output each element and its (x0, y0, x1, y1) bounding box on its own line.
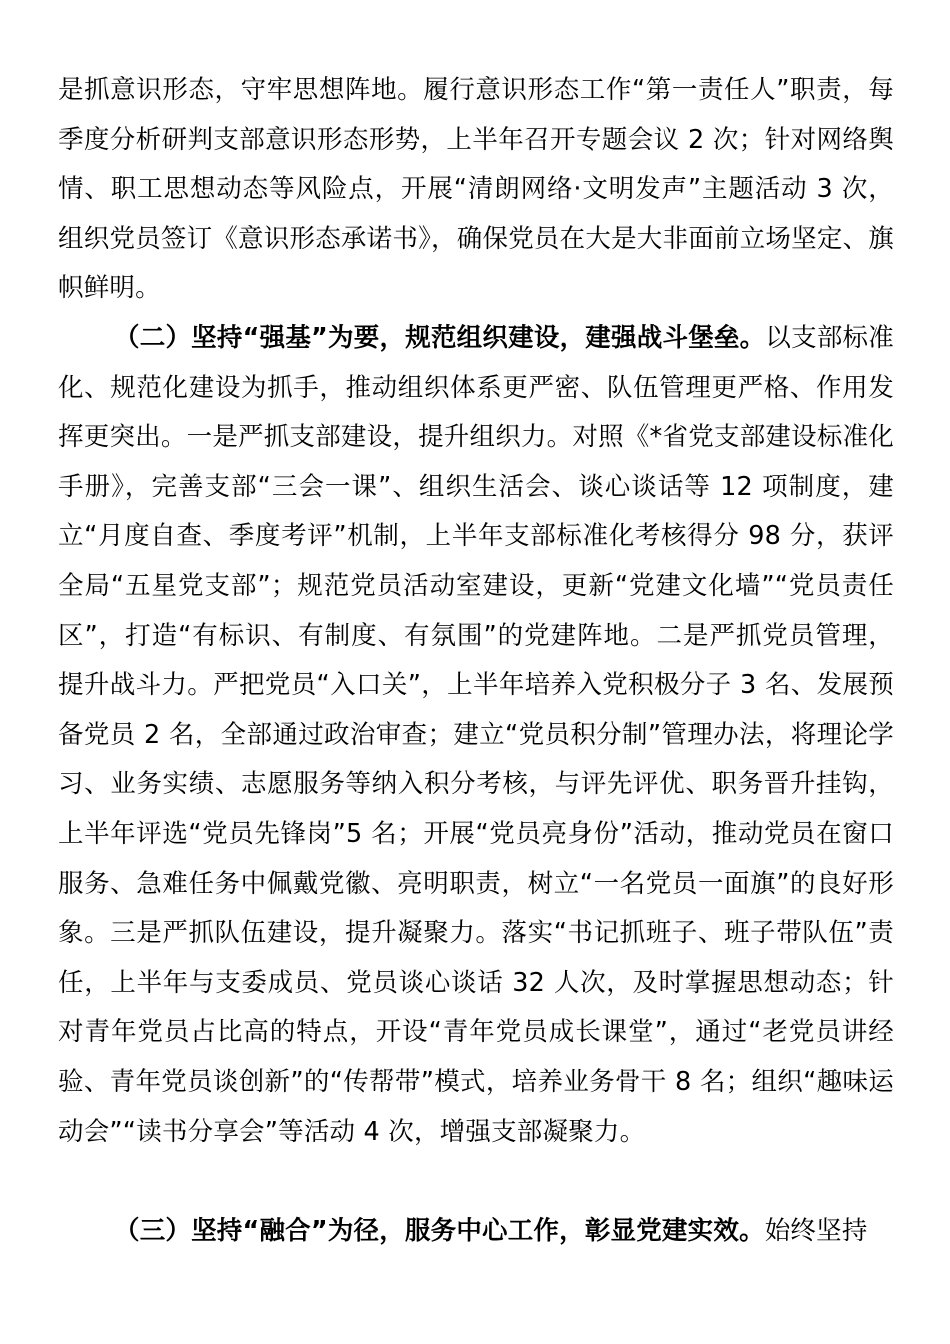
paragraph-text: 是抓意识形态，守牢思想阵地。履行意识形态工作“第一责任人”职责，每季度分析研判支部意识形态形势，上半年召开专题会议 2 次；针对网络舆情、职工思想动态等风险点，开展“清朗网络·文明发声”主题活动 3 次，组织党员签订《意识形态承诺书》，确保党员在大是大非面前立场坚定、旗帜鲜明。 (58, 75, 894, 304)
section-heading-two: （二）坚持“强基”为要，规范组织建设，建强战斗堡垒。 (114, 323, 766, 353)
document-body (58, 66, 894, 1257)
section-heading-three: （三）坚持“融合”为径，服务中心工作，彰显党建实效。 (114, 1216, 765, 1246)
paragraph-integration-service (58, 1207, 894, 1257)
paragraph-text: 以支部标准化、规范化建设为抓手，推动组织体系更严密、队伍管理更严格、作用发挥更突出。一是严抓支部建设，提升组织力。对照《*省党支部建设标准化手册》，完善支部“三会一课”、组织生活会、谈心谈话等 12 项制度，建立“月度自查、季度考评”机制，上半年支部标准化考核得分 98 分，获评全局“五星党支部”；规范党员活动室建设，更新“党建文化墙”“党员责任区”，打造“有标识、有制度、有氛围”的党建阵地。二是严抓党员管理，提升战斗力。严把党员“入口关”，上半年培养入党积极分子 3 名、发展预备党员 2 名，全部通过政治审查；建立“党员积分制”管理办法，将理论学习、业务实绩、志愿服务等纳入积分考核，与评先评优、职务晋升挂钩，上半年评选“党员先锋岗”5 名；开展“党员亮身份”活动，推动党员在窗口服务、急难任务中佩戴党徽、亮明职责，树立“一名党员一面旗”的良好形象。三是严抓队伍建设，提升凝聚力。落实“书记抓班子、班子带队伍”责任，上半年与支委成员、党员谈心谈话 32 人次，及时掌握思想动态；针对青年党员占比高的特点，开设“青年党员成长课堂”，通过“老党员讲经验、青年党员谈创新”的“传帮带”模式，培养业务骨干 8 名；组织“趣味运动会”“读书分享会”等活动 4 次，增强支部凝聚力。 (58, 323, 894, 1147)
paragraph-ideology-work (58, 66, 894, 314)
paragraph-text: 始终坚持 (764, 1216, 868, 1246)
paragraph-organization-building (58, 314, 894, 1207)
